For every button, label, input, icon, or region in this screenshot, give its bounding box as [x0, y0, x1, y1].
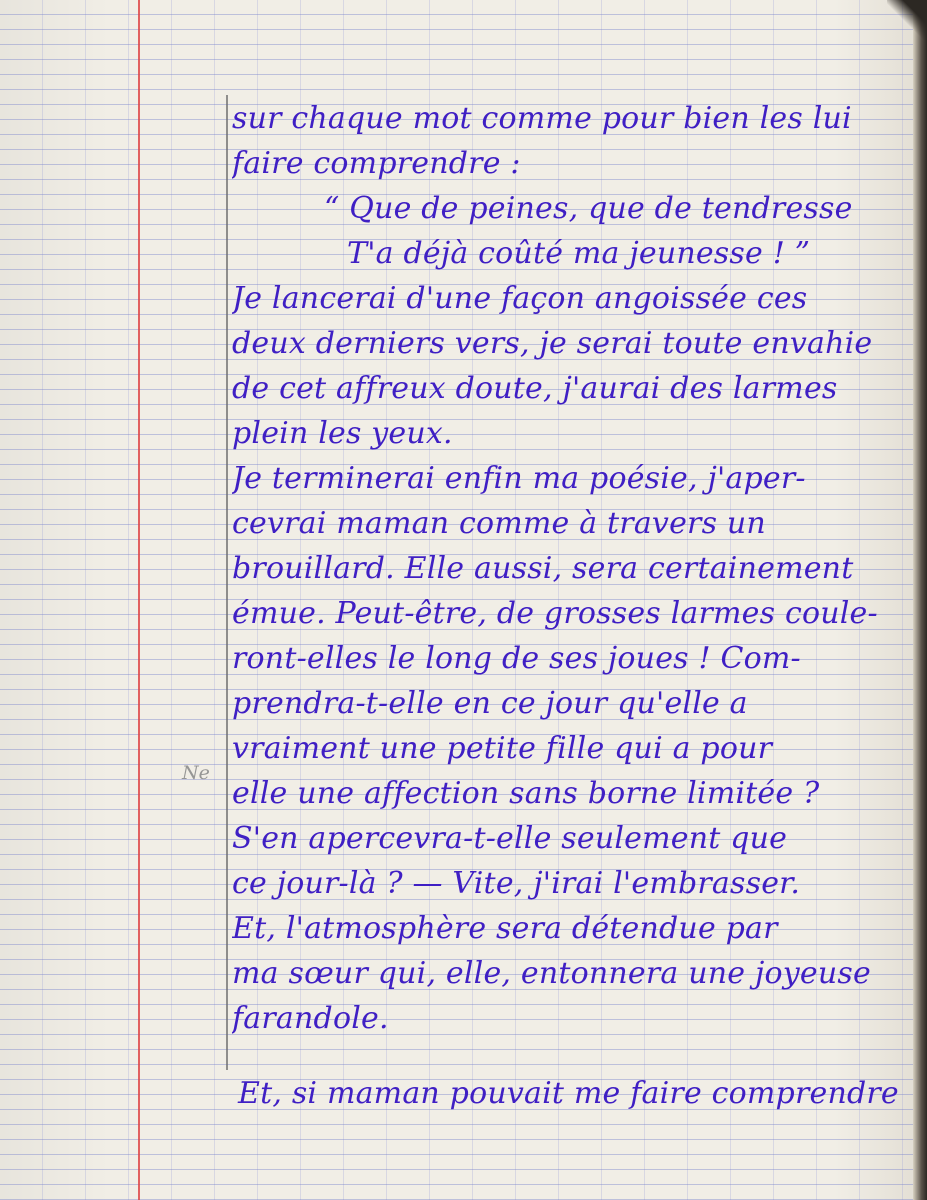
text-line: ront-elles le long de ses joues ! Com- — [232, 641, 801, 676]
text-line: émue. Peut-être, de grosses larmes coule- — [232, 596, 878, 631]
text-line: brouillard. Elle aussi, sera certainement — [232, 551, 854, 586]
pencil-margin-note: Ne — [182, 762, 210, 784]
pencil-margin-rule — [226, 95, 228, 1070]
paragraph-gap — [232, 1041, 904, 1071]
poem-line: T'a déjà coûté ma jeunesse ! ” — [347, 236, 811, 271]
text-line: S'en apercevra-t-elle seulement que — [232, 821, 788, 856]
text-line: prendra-t-elle en ce jour qu'elle a — [232, 686, 748, 721]
red-margin-line — [138, 0, 140, 1200]
text-line: Et, si maman pouvait me faire comprendre — [238, 1076, 899, 1111]
text-line: deux derniers vers, je serai toute envahie — [232, 326, 873, 361]
handwritten-text — [232, 96, 904, 1116]
text-line: cevrai maman comme à travers un — [232, 506, 766, 541]
text-line: farandole. — [232, 1001, 389, 1036]
text-line: ma sœur qui, elle, entonnera une joyeuse — [232, 956, 871, 991]
text-line: Et, l'atmosphère sera détendue par — [232, 911, 778, 946]
text-line: de cet affreux doute, j'aurai des larmes — [232, 371, 838, 406]
page-edge-shadow — [913, 0, 927, 1200]
text-line: sur chaque mot comme pour bien les lui — [232, 101, 852, 136]
text-line: ce jour-là ? — Vite, j'irai l'embrasser. — [232, 866, 801, 901]
text-line: vraiment une petite fille qui a pour — [232, 731, 773, 766]
text-line: elle une affection sans borne limitée ? — [232, 776, 820, 811]
text-line: plein les yeux. — [232, 416, 453, 451]
text-line: Je lancerai d'une façon angoissée ces — [232, 281, 808, 316]
text-line: faire comprendre : — [232, 146, 521, 181]
page-corner-shadow — [887, 0, 927, 40]
poem-line: “ Que de peines, que de tendresse — [324, 191, 853, 226]
text-line: Je terminerai enfin ma poésie, j'aper- — [232, 461, 806, 496]
